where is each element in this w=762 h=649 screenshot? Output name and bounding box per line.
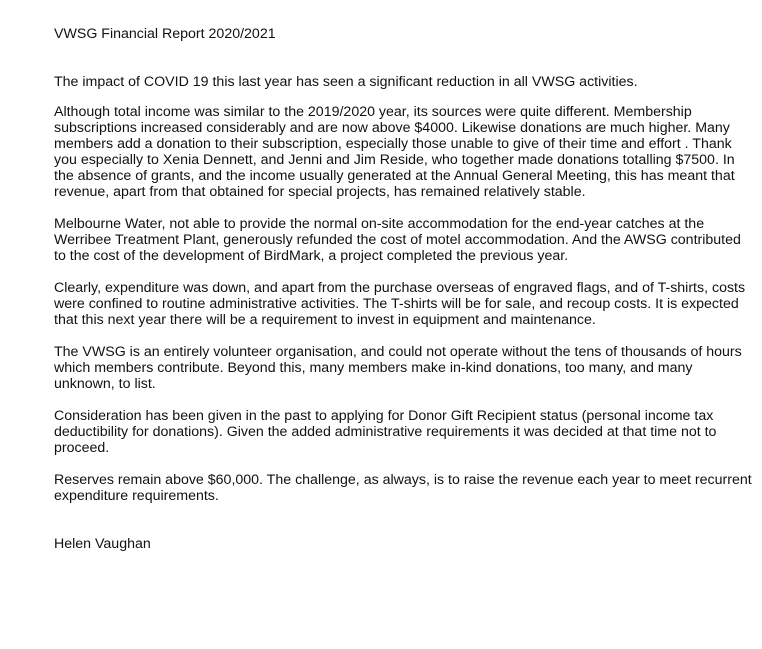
- document-body: [54, 26, 754, 552]
- document-title: VWSG Financial Report 2020/2021: [54, 26, 276, 42]
- paragraph-reserves: Reserves remain above $60,000. The challenge, as always, is to raise the revenue each year to meet recurrent expenditure requirements.: [54, 472, 752, 504]
- signature: Helen Vaughan: [54, 536, 151, 552]
- paragraph-covid-impact: The impact of COVID 19 this last year has seen a significant reduction in all VWSG activities.: [54, 74, 638, 90]
- paragraph-donor-gift-status: Consideration has been given in the past to applying for Donor Gift Recipient status (personal income tax deductibility for donations). Given the added administrative requirements it was decided at that time not to proceed.: [54, 408, 717, 456]
- paragraph-volunteers: The VWSG is an entirely volunteer organisation, and could not operate without the tens of thousands of hours which members contribute. Beyond this, many members make in-kind donations, too many, and many unknown, to list.: [54, 344, 742, 392]
- paragraph-melbourne-water: Melbourne Water, not able to provide the normal on-site accommodation for the end-year catches at the Werribee Treatment Plant, generously refunded the cost of motel accommodation. And the AWSG contributed to the cost of the development of BirdMark, a project completed the previous year.: [54, 216, 741, 264]
- paragraph-income: Although total income was similar to the 2019/2020 year, its sources were quite different. Membership subscriptions increased considerably and are now above $4000. Likewise donations are much higher. Many members add a donation to their subscription, especially those unable to give of their time and effort . Thank you especially to Xenia Dennett, and Jenni and Jim Reside, who together made donations totalling $7500. In the absence of grants, and the income usually generated at the Annual General Meeting, this has meant that revenue, apart from that obtained for special projects, has remained relatively stable.: [54, 104, 735, 200]
- paragraph-expenditure: Clearly, expenditure was down, and apart from the purchase overseas of engraved flags, and of T-shirts, costs were confined to routine administrative activities. The T-shirts will be for sale, and recoup costs. It is expected that this next year there will be a requirement to invest in equipment and maintenance.: [54, 280, 746, 328]
